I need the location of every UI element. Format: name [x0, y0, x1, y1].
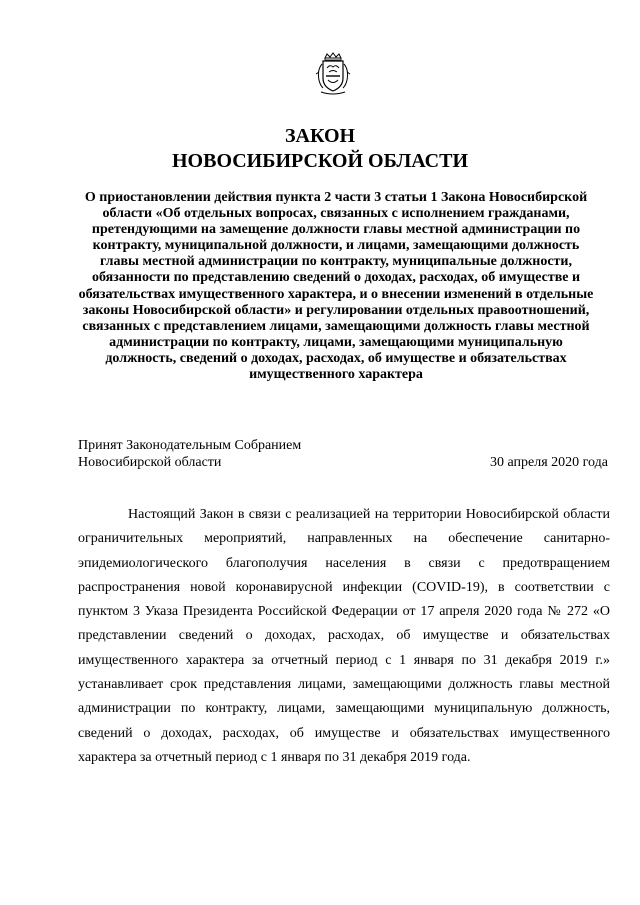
- adoption-body-line-2: Новосибирской области: [78, 455, 222, 470]
- adoption-block: [78, 437, 608, 471]
- law-subject: О приостановлении действия пункта 2 части 3 статьи 1 Закона Новосибирской области «Об отдельных вопросах, связанных с исполнением гражданами, претендующими на замещение должности главы местной администрации по контракту, муниципальной должности, и лицами, замещающими должность главы местной администрации по контракту, муниципальные должности, обязанности по представлению сведений о доходах, расходах, об имуществе и обязательствах имущественного характера, и о внесении изменений в отдельные законы Новосибирской области» и регулировании отдельных правоотношений, связанных с представлением лицами, замещающими должность главы местной администрации по контракту, лицами, замещающими муниципальную должность, сведений о доходах, расходах, об имуществе и обязательствах имущественного характера: [78, 190, 594, 383]
- law-title-line-1: ЗАКОН: [284, 125, 356, 147]
- law-title-line-2: НОВОСИБИРСКОЙ ОБЛАСТИ: [171, 150, 469, 172]
- body-paragraph: Настоящий Закон в связи с реализацией на территории Новосибирской области ограничительных мероприятий, направленных на обеспечение санитарно-эпидемиологического благополучия населения в связи с предотвращением распространения новой коронавирусной инфекции (COVID-19), в соответствии с пунктом 3 Указа Президента Российской Федерации от 17 апреля 2020 года № 272 «О представлении сведений о доходах, расходах, об имуществе и обязательствах имущественного характера за отчетный период с 1 января по 31 декабря 2019 г.» устанавливает срок представления лицами, замещающими должность главы местной администрации по контракту, лицами, замещающими муниципальную должность, сведений о доходах, расходах, об имуществе и обязательствах имущественного характера за отчетный период с 1 января по 31 декабря 2019 года.: [78, 507, 610, 765]
- law-title: [0, 124, 640, 174]
- adoption-row-2: [78, 454, 608, 471]
- coat-of-arms-icon: [313, 52, 353, 96]
- adoption-row-1: [78, 437, 608, 454]
- adoption-date: 30 апреля 2020 года: [490, 455, 608, 470]
- law-body: [78, 503, 610, 770]
- adoption-body-line-1: Принят Законодательным Собранием: [78, 438, 302, 453]
